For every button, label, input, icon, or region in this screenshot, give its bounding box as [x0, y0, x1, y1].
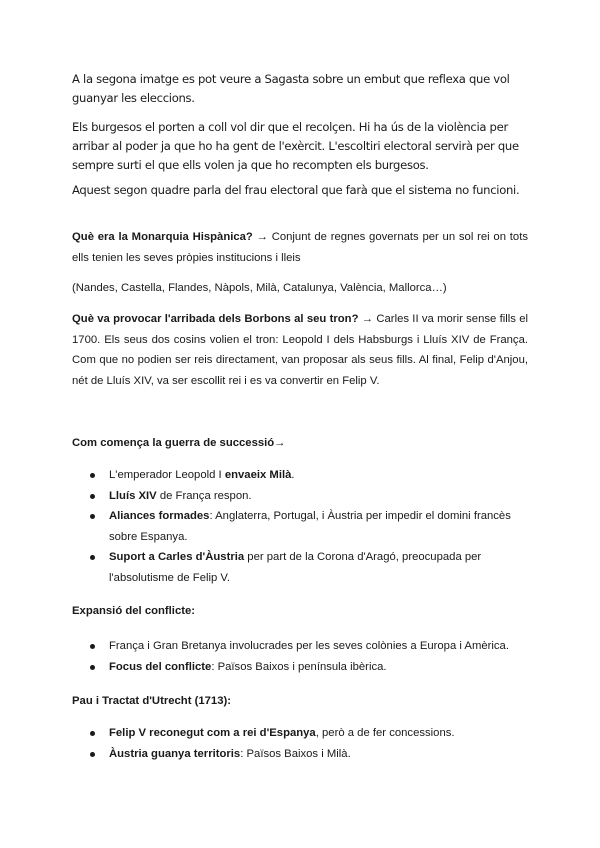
item-bold: Felip V reconegut com a rei d'Espanya — [109, 727, 316, 739]
paragraph-frau-electoral: Aquest segon quadre parla del frau electoral que farà que el sistema no funcioni. — [72, 183, 520, 197]
paragraph-monarquia-hispanica — [72, 227, 528, 268]
item-bold: Suport a Carles d'Àustria — [109, 551, 245, 563]
heading-expansio — [72, 601, 528, 622]
item-text: per part de la Corona d'Aragó, preocupada per l'absolutisme de Felip V. — [109, 551, 482, 584]
item-bold: Focus del conflicte — [109, 660, 212, 673]
heading-guerra-successio — [72, 433, 528, 454]
item-text: . — [291, 469, 295, 481]
list-item — [72, 636, 528, 657]
paragraph-burgesos: Els burgesos el porten a coll vol dir que el recolçen. Hi ha ús de la violència per arribar al poder ja que ho ha gent de l'exèrcit. L'escoltiri electoral servirà per que sempre surti el que ells volen ja que ho recompten els burgesos. — [72, 120, 519, 172]
bullet-icon — [90, 644, 95, 649]
bullet-icon — [90, 473, 95, 478]
list-item — [72, 486, 528, 507]
item-text: , però a de fer concessions. — [315, 727, 455, 739]
heading-expansio-text: Expansió del conflicte: — [72, 605, 196, 617]
item-bold: Aliances formades — [109, 510, 210, 522]
heading-pau-text: Pau i Tractat d'Utrecht (1713): — [72, 695, 232, 707]
bullet-icon — [90, 494, 95, 499]
item-text: : Països Baixos i península ibèrica. — [211, 660, 387, 673]
list-item — [72, 744, 528, 765]
item-bold: Àustria guanya territoris — [109, 747, 241, 760]
list-item — [72, 506, 528, 547]
item-bold: Lluís XIV — [109, 489, 157, 502]
item-text: L'emperador Leopold I — [109, 469, 225, 481]
heading-pau-utrecht — [72, 691, 528, 712]
list-item — [72, 547, 528, 588]
bullet-icon — [90, 555, 95, 560]
bullet-icon — [90, 731, 95, 736]
item-text: de França respon. — [156, 489, 252, 502]
paragraph-regnes-list: (Nandes, Castella, Flandes, Nàpols, Milà, Catalunya, València, Mallorca…) — [72, 282, 447, 294]
list-pau — [72, 723, 528, 764]
item-bold: envaeix Milà — [224, 469, 292, 481]
answer-monarquia: → Conjunt de regnes governats per un sol rei on tots ells tenien les seves pròpies institucions i lleis — [72, 231, 528, 264]
heading-guerra-text: Com comença la guerra de successió→ — [72, 437, 286, 449]
item-text: : Anglaterra, Portugal, i Àustria per impedir el domini francès sobre Espanya. — [109, 510, 511, 543]
bullet-icon — [90, 514, 95, 519]
question-borbons: Què va provocar l'arribada dels Borbons al seu tron? — [72, 313, 359, 325]
list-guerra — [72, 465, 528, 588]
list-item — [72, 657, 528, 678]
question-monarquia: Què era la Monarquia Hispànica? — [72, 231, 253, 243]
bullet-icon — [90, 752, 95, 757]
item-text: França i Gran Bretanya involucrades per les seves colònies a Europa i Amèrica. — [109, 640, 509, 652]
answer-borbons: → Carles II va morir sense fills el 1700. Els seus dos cosins volien el tron: Leopold I dels Habsburgs i Lluís XIV de França. Com que no podien ser reis directament, van proposar als seus fills. Al final, Felip d'Anjou, nét de Lluís XIV, va ser escollit rei i es va convertir en Felip V. — [72, 313, 528, 387]
list-item — [72, 465, 528, 486]
paragraph-sagasta-image: A la segona imatge es pot veure a Sagasta sobre un embut que reflexa que vol guanyar les eleccions. — [72, 72, 510, 105]
list-item — [72, 723, 528, 744]
item-text: : Països Baixos i Milà. — [240, 747, 351, 760]
bullet-icon — [90, 665, 95, 670]
list-expansio — [72, 636, 528, 677]
paragraph-borbons — [72, 309, 528, 391]
